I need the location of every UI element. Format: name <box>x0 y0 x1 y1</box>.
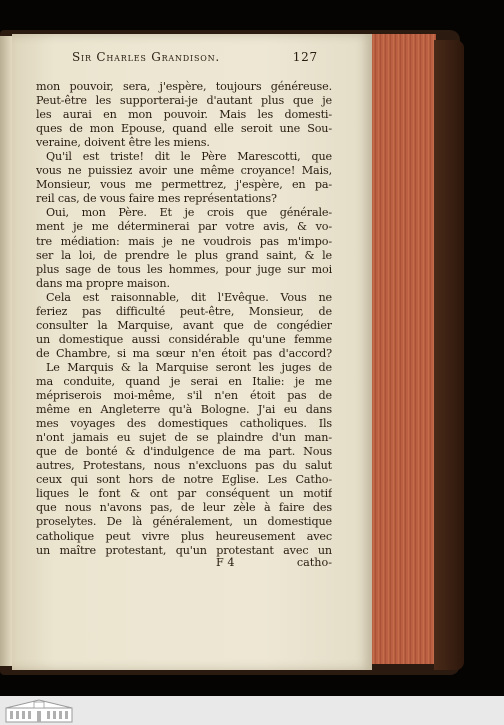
text-line: un maître protestant, qu'un protestant avec un <box>36 543 332 557</box>
running-head <box>72 50 318 64</box>
text-line: feriez pas difficulté peut-être, Monsieur, de <box>36 304 332 318</box>
text-line: un domestique aussi considérable qu'une femme <box>36 332 332 346</box>
text-line: que nous n'avons pas, de leur zèle à faire des <box>36 501 332 515</box>
viewer-footer-bar <box>0 696 504 725</box>
text-line: Monsieur, vous me permettrez, j'espère, en pa- <box>36 178 332 192</box>
text-line: proselytes. De là généralement, un domestique <box>36 515 332 529</box>
text-line: dans ma propre maison. <box>36 276 170 290</box>
book-cover-edge <box>434 40 464 670</box>
text-line: Peut-être les supporterai-je d'autant plus que je <box>36 94 332 108</box>
text-line: reil cas, de vous faire mes représentations? <box>36 192 277 206</box>
text-line: veraine, doivent être les miens. <box>36 136 210 150</box>
text-line: mépriserois moi-même, s'il n'en étoit pas de <box>36 389 332 403</box>
text-line: les aurai en mon pouvoir. Mais les domesti- <box>36 108 332 122</box>
text-line: tre médiation: mais je ne voudrois pas m'impo- <box>36 234 332 248</box>
text-line: consulter la Marquise, avant que de congédier <box>36 318 332 332</box>
text-line: plus sage de tous les hommes, pour juge sur moi <box>36 262 332 276</box>
text-line: Le Marquis & la Marquise seront les juges de <box>46 360 332 374</box>
text-line: ment je me déterminerai par votre avis, & vo- <box>36 220 332 234</box>
text-line: mes voyages des domestiques catholiques. Ils <box>36 417 332 431</box>
text-line: mon pouvoir, sera, j'espère, toujours généreuse. <box>36 80 332 93</box>
page-number: 127 <box>292 50 318 64</box>
text-line: n'ont jamais eu sujet de se plaindre d'un man- <box>36 431 332 445</box>
catchword: catho- <box>296 556 332 569</box>
text-line: ser la loi, de prendre le plus grand saint, & le <box>36 248 332 262</box>
text-line: ques de mon Epouse, quand elle seroit une Sou- <box>36 122 332 136</box>
text-line: catholique peut vivre plus heureusement avec <box>36 529 332 543</box>
library-building-icon <box>4 698 74 723</box>
text-line: même en Angleterre qu'à Bologne. J'ai eu dans <box>36 403 332 417</box>
text-line: autres, Protestans, nous n'excluons pas du salut <box>36 459 332 473</box>
signature-mark: F 4 <box>216 556 235 569</box>
text-line: liques le font & ont par conséquent un motif <box>36 487 332 501</box>
text-line: vous ne puissiez avoir une même croyance! Mais, <box>36 164 332 178</box>
text-line: ceux qui sont hors de notre Eglise. Les Catho- <box>36 473 332 487</box>
page-text <box>36 80 332 558</box>
text-line: de Chambre, si ma sœur n'en étoit pas d'accord? <box>36 346 332 360</box>
running-title: Sir Charles Grandison. <box>72 50 221 64</box>
text-line: Oui, mon Père. Et je crois que générale- <box>46 206 332 220</box>
page-fore-edge <box>370 34 436 664</box>
text-line: que de bonté & d'indulgence de ma part. Nous <box>36 445 332 459</box>
text-line: ma conduite, quand je serai en Italie: je me <box>36 374 332 388</box>
text-line: Qu'il est triste! dit le Père Marescotti, que <box>46 150 332 164</box>
text-line: Cela est raisonnable, dit l'Evêque. Vous ne <box>46 290 332 304</box>
